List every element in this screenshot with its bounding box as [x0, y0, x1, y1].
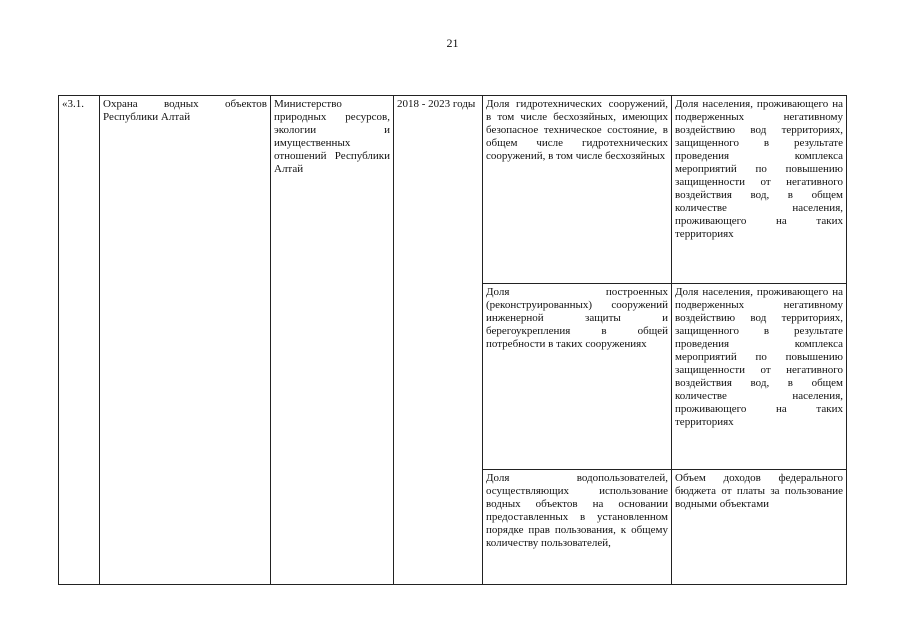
period-cell: 2018 - 2023 годы [394, 96, 483, 585]
result-cell: Доля населения, проживающего на подверженных негативному воздействию вод территориях, защищенного в результате проведения комплекса мероприятий по повышению защищенности от негативного воздействия вод, в общем количестве населения, проживающего на таких территориях [672, 96, 847, 284]
page-number: 21 [446, 36, 459, 50]
result-cell: Объем доходов федерального бюджета от платы за пользование водными объектами [672, 470, 847, 585]
executor-cell: Министерство природных ресурсов, экологии и имущественных отношений Республики Алтай [271, 96, 394, 585]
program-table [58, 95, 847, 585]
indicator-text: Доля водопользователей, осуществляющих использование водных объектов на основании предоставленных в установленном порядке прав пользования, к общему количеству пользователей, [486, 472, 668, 549]
indicator-cell: Доля гидротехнических сооружений, в том числе бесхозяйных, имеющих безопасное техническое состояние, в общем числе гидротехнических сооружений, в том числе бесхозяйных [483, 96, 672, 284]
table-row [59, 96, 847, 284]
indicator-cell: Доля построенных (реконструированных) сооружений инженерной защиты и берегоукрепления в общей потребности в таких сооружениях [483, 284, 672, 470]
indicator-cell [483, 470, 672, 585]
result-cell: Доля населения, проживающего на подверженных негативному воздействию вод территориях, защищенного в результате проведения комплекса мероприятий по повышению защищенности от негативного воздействия вод, в общем количестве населения, проживающего на таких территориях [672, 284, 847, 470]
measure-name-cell: Охрана водных объектов Республики Алтай [100, 96, 271, 585]
row-number-cell: «3.1. [59, 96, 100, 585]
